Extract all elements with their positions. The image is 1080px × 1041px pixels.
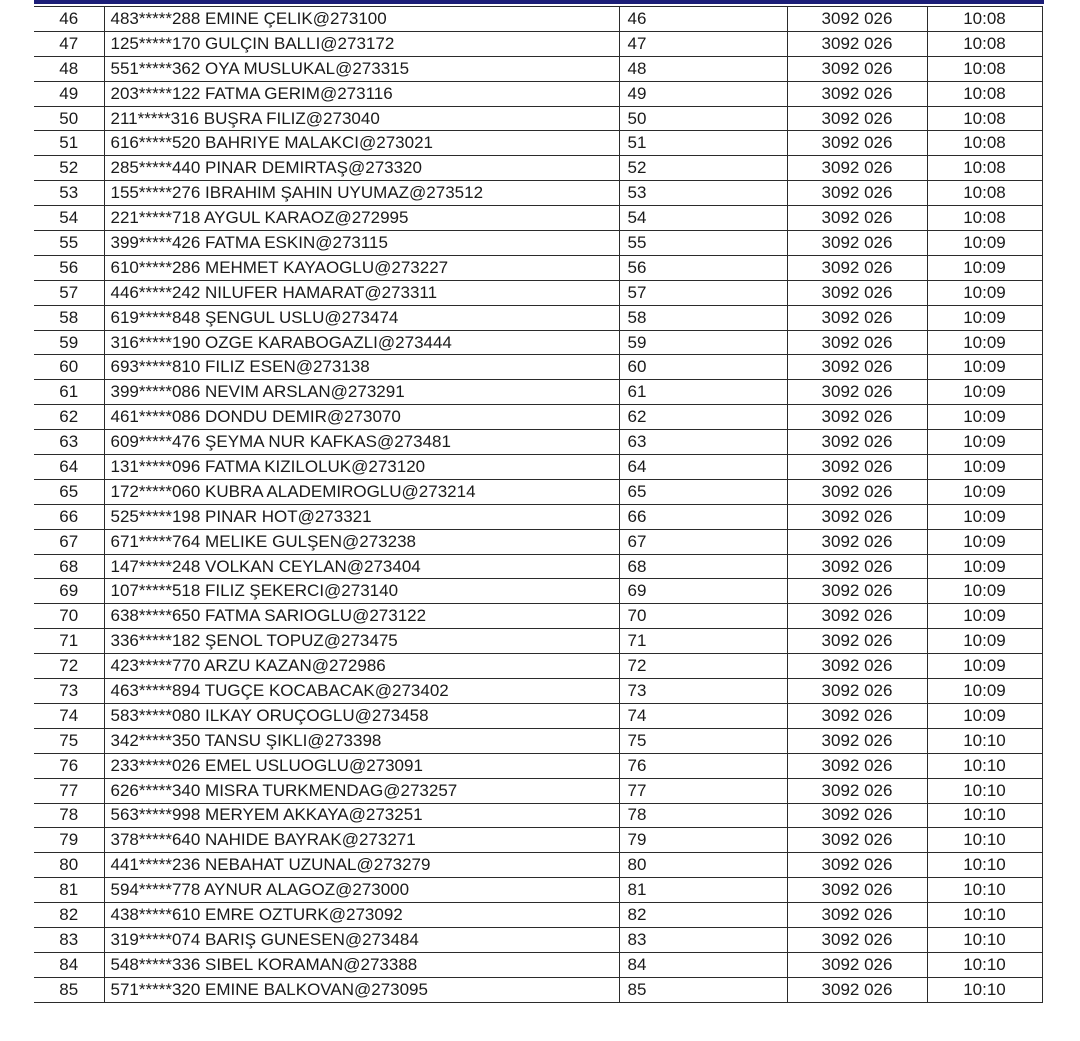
time-cell[interactable]: 10:10 <box>927 878 1042 903</box>
table-row <box>34 355 1042 380</box>
code-cell[interactable]: 3092 026 <box>787 255 927 280</box>
person-id-cell[interactable]: 399*****426 FATMA ESKIN@273115 <box>104 231 619 256</box>
row-number-cell[interactable]: 55 <box>34 231 104 256</box>
table-row <box>34 455 1042 480</box>
sequence-cell[interactable]: 71 <box>619 629 787 654</box>
row-number-cell[interactable]: 63 <box>34 430 104 455</box>
person-id-cell[interactable]: 125*****170 GULÇIN BALLI@273172 <box>104 31 619 56</box>
table-row <box>34 156 1042 181</box>
sequence-cell[interactable]: 84 <box>619 952 787 977</box>
sequence-cell[interactable]: 52 <box>619 156 787 181</box>
person-id-cell[interactable]: 211*****316 BUŞRA FILIZ@273040 <box>104 106 619 131</box>
sequence-cell[interactable]: 80 <box>619 853 787 878</box>
time-cell[interactable]: 10:10 <box>927 753 1042 778</box>
code-cell[interactable]: 3092 026 <box>787 56 927 81</box>
row-number-cell[interactable]: 52 <box>34 156 104 181</box>
code-cell[interactable]: 3092 026 <box>787 778 927 803</box>
time-cell[interactable]: 10:09 <box>927 529 1042 554</box>
time-cell[interactable]: 10:09 <box>927 255 1042 280</box>
person-id-cell[interactable]: 463*****894 TUGÇE KOCABACAK@273402 <box>104 679 619 704</box>
code-cell[interactable]: 3092 026 <box>787 355 927 380</box>
table-row <box>34 7 1042 32</box>
code-cell[interactable]: 3092 026 <box>787 604 927 629</box>
table-row <box>34 803 1042 828</box>
sequence-cell[interactable]: 65 <box>619 479 787 504</box>
code-cell[interactable]: 3092 026 <box>787 206 927 231</box>
row-number-cell[interactable]: 51 <box>34 131 104 156</box>
time-cell[interactable]: 10:08 <box>927 31 1042 56</box>
row-number-cell[interactable]: 83 <box>34 927 104 952</box>
time-cell[interactable]: 10:10 <box>927 977 1042 1002</box>
sequence-cell[interactable]: 70 <box>619 604 787 629</box>
sequence-cell[interactable]: 74 <box>619 703 787 728</box>
sequence-cell[interactable]: 64 <box>619 455 787 480</box>
sequence-cell[interactable]: 59 <box>619 330 787 355</box>
person-id-cell[interactable]: 172*****060 KUBRA ALADEMIROGLU@273214 <box>104 479 619 504</box>
sheet-header-bar <box>34 0 1044 4</box>
row-number-cell[interactable]: 50 <box>34 106 104 131</box>
person-id-cell[interactable]: 551*****362 OYA MUSLUKAL@273315 <box>104 56 619 81</box>
time-cell[interactable]: 10:09 <box>927 504 1042 529</box>
code-cell[interactable]: 3092 026 <box>787 305 927 330</box>
person-id-cell[interactable]: 693*****810 FILIZ ESEN@273138 <box>104 355 619 380</box>
code-cell[interactable]: 3092 026 <box>787 131 927 156</box>
table-row <box>34 255 1042 280</box>
person-id-cell[interactable]: 671*****764 MELIKE GULŞEN@273238 <box>104 529 619 554</box>
person-id-cell[interactable]: 438*****610 EMRE OZTURK@273092 <box>104 903 619 928</box>
row-number-cell[interactable]: 69 <box>34 579 104 604</box>
table-row <box>34 728 1042 753</box>
sequence-cell[interactable]: 58 <box>619 305 787 330</box>
table-row <box>34 380 1042 405</box>
sequence-cell[interactable]: 61 <box>619 380 787 405</box>
time-cell[interactable]: 10:10 <box>927 828 1042 853</box>
person-id-cell[interactable]: 233*****026 EMEL USLUOGLU@273091 <box>104 753 619 778</box>
time-cell[interactable]: 10:10 <box>927 728 1042 753</box>
person-id-cell[interactable]: 107*****518 FILIZ ŞEKERCI@273140 <box>104 579 619 604</box>
time-cell[interactable]: 10:10 <box>927 903 1042 928</box>
sequence-cell[interactable]: 63 <box>619 430 787 455</box>
table-row <box>34 206 1042 231</box>
table-row <box>34 952 1042 977</box>
person-id-cell[interactable]: 399*****086 NEVIM ARSLAN@273291 <box>104 380 619 405</box>
sequence-cell[interactable]: 69 <box>619 579 787 604</box>
person-id-cell[interactable]: 563*****998 MERYEM AKKAYA@273251 <box>104 803 619 828</box>
row-number-cell[interactable]: 64 <box>34 455 104 480</box>
row-number-cell[interactable]: 76 <box>34 753 104 778</box>
table-row <box>34 828 1042 853</box>
code-cell[interactable]: 3092 026 <box>787 430 927 455</box>
row-number-cell[interactable]: 66 <box>34 504 104 529</box>
person-id-cell[interactable]: 616*****520 BAHRIYE MALAKCI@273021 <box>104 131 619 156</box>
sequence-cell[interactable]: 67 <box>619 529 787 554</box>
code-cell[interactable]: 3092 026 <box>787 106 927 131</box>
row-number-cell[interactable]: 60 <box>34 355 104 380</box>
code-cell[interactable]: 3092 026 <box>787 81 927 106</box>
person-id-cell[interactable]: 483*****288 EMINE ÇELIK@273100 <box>104 7 619 32</box>
row-number-cell[interactable]: 71 <box>34 629 104 654</box>
row-number-cell[interactable]: 53 <box>34 181 104 206</box>
code-cell[interactable]: 3092 026 <box>787 803 927 828</box>
row-number-cell[interactable]: 79 <box>34 828 104 853</box>
table-row <box>34 629 1042 654</box>
person-id-cell[interactable]: 638*****650 FATMA SARIOGLU@273122 <box>104 604 619 629</box>
time-cell[interactable]: 10:09 <box>927 629 1042 654</box>
row-number-cell[interactable]: 78 <box>34 803 104 828</box>
sequence-cell[interactable]: 82 <box>619 903 787 928</box>
person-id-cell[interactable]: 155*****276 IBRAHIM ŞAHIN UYUMAZ@273512 <box>104 181 619 206</box>
row-number-cell[interactable]: 49 <box>34 81 104 106</box>
sequence-cell[interactable]: 83 <box>619 927 787 952</box>
code-cell[interactable]: 3092 026 <box>787 703 927 728</box>
table-row <box>34 56 1042 81</box>
time-cell[interactable]: 10:08 <box>927 206 1042 231</box>
row-number-cell[interactable]: 74 <box>34 703 104 728</box>
time-cell[interactable]: 10:08 <box>927 56 1042 81</box>
code-cell[interactable]: 3092 026 <box>787 7 927 32</box>
sequence-cell[interactable]: 81 <box>619 878 787 903</box>
row-number-cell[interactable]: 70 <box>34 604 104 629</box>
row-number-cell[interactable]: 75 <box>34 728 104 753</box>
table-row <box>34 330 1042 355</box>
person-id-cell[interactable]: 423*****770 ARZU KAZAN@272986 <box>104 654 619 679</box>
time-cell[interactable]: 10:10 <box>927 927 1042 952</box>
time-cell[interactable]: 10:08 <box>927 156 1042 181</box>
row-number-cell[interactable]: 68 <box>34 554 104 579</box>
row-number-cell[interactable]: 72 <box>34 654 104 679</box>
time-cell[interactable]: 10:09 <box>927 604 1042 629</box>
sequence-cell[interactable]: 50 <box>619 106 787 131</box>
code-cell[interactable]: 3092 026 <box>787 231 927 256</box>
sequence-cell[interactable]: 60 <box>619 355 787 380</box>
table-row <box>34 977 1042 1002</box>
time-cell[interactable]: 10:08 <box>927 131 1042 156</box>
table-row <box>34 529 1042 554</box>
code-cell[interactable]: 3092 026 <box>787 31 927 56</box>
time-cell[interactable]: 10:10 <box>927 853 1042 878</box>
code-cell[interactable]: 3092 026 <box>787 405 927 430</box>
time-cell[interactable]: 10:10 <box>927 952 1042 977</box>
sequence-cell[interactable]: 57 <box>619 280 787 305</box>
code-cell[interactable]: 3092 026 <box>787 330 927 355</box>
table-row <box>34 778 1042 803</box>
table-row <box>34 579 1042 604</box>
time-cell[interactable]: 10:08 <box>927 106 1042 131</box>
person-id-cell[interactable]: 203*****122 FATMA GERIM@273116 <box>104 81 619 106</box>
table-body <box>34 7 1042 1003</box>
person-id-cell[interactable]: 378*****640 NAHIDE BAYRAK@273271 <box>104 828 619 853</box>
person-id-cell[interactable]: 336*****182 ŞENOL TOPUZ@273475 <box>104 629 619 654</box>
table-row <box>34 504 1042 529</box>
sequence-cell[interactable]: 56 <box>619 255 787 280</box>
row-number-cell[interactable]: 61 <box>34 380 104 405</box>
table-row <box>34 604 1042 629</box>
sequence-cell[interactable]: 66 <box>619 504 787 529</box>
time-cell[interactable]: 10:08 <box>927 7 1042 32</box>
time-cell[interactable]: 10:08 <box>927 81 1042 106</box>
sequence-cell[interactable]: 47 <box>619 31 787 56</box>
sequence-cell[interactable]: 72 <box>619 654 787 679</box>
sequence-cell[interactable]: 85 <box>619 977 787 1002</box>
table-row <box>34 231 1042 256</box>
code-cell[interactable]: 3092 026 <box>787 878 927 903</box>
sequence-cell[interactable]: 55 <box>619 231 787 256</box>
code-cell[interactable]: 3092 026 <box>787 679 927 704</box>
row-number-cell[interactable]: 56 <box>34 255 104 280</box>
row-number-cell[interactable]: 73 <box>34 679 104 704</box>
row-number-cell[interactable]: 54 <box>34 206 104 231</box>
time-cell[interactable]: 10:09 <box>927 654 1042 679</box>
row-number-cell[interactable]: 84 <box>34 952 104 977</box>
person-id-cell[interactable]: 446*****242 NILUFER HAMARAT@273311 <box>104 280 619 305</box>
code-cell[interactable]: 3092 026 <box>787 554 927 579</box>
person-id-cell[interactable]: 609*****476 ŞEYMA NUR KAFKAS@273481 <box>104 430 619 455</box>
row-number-cell[interactable]: 82 <box>34 903 104 928</box>
person-id-cell[interactable]: 316*****190 OZGE KARABOGAZLI@273444 <box>104 330 619 355</box>
person-id-cell[interactable]: 525*****198 PINAR HOT@273321 <box>104 504 619 529</box>
time-cell[interactable]: 10:09 <box>927 679 1042 704</box>
row-number-cell[interactable]: 47 <box>34 31 104 56</box>
code-cell[interactable]: 3092 026 <box>787 952 927 977</box>
time-cell[interactable]: 10:09 <box>927 455 1042 480</box>
table-row <box>34 554 1042 579</box>
time-cell[interactable]: 10:09 <box>927 380 1042 405</box>
table-row <box>34 305 1042 330</box>
time-cell[interactable]: 10:09 <box>927 355 1042 380</box>
code-cell[interactable]: 3092 026 <box>787 977 927 1002</box>
row-number-cell[interactable]: 81 <box>34 878 104 903</box>
code-cell[interactable]: 3092 026 <box>787 579 927 604</box>
person-id-cell[interactable]: 548*****336 SIBEL KORAMAN@273388 <box>104 952 619 977</box>
code-cell[interactable]: 3092 026 <box>787 654 927 679</box>
code-cell[interactable]: 3092 026 <box>787 728 927 753</box>
person-id-cell[interactable]: 131*****096 FATMA KIZILOLUK@273120 <box>104 455 619 480</box>
person-id-cell[interactable]: 441*****236 NEBAHAT UZUNAL@273279 <box>104 853 619 878</box>
time-cell[interactable]: 10:08 <box>927 181 1042 206</box>
code-cell[interactable]: 3092 026 <box>787 828 927 853</box>
row-number-cell[interactable]: 77 <box>34 778 104 803</box>
time-cell[interactable]: 10:09 <box>927 554 1042 579</box>
row-number-cell[interactable]: 58 <box>34 305 104 330</box>
sequence-cell[interactable]: 49 <box>619 81 787 106</box>
table-row <box>34 903 1042 928</box>
table-row <box>34 131 1042 156</box>
row-number-cell[interactable]: 67 <box>34 529 104 554</box>
table-row <box>34 430 1042 455</box>
sequence-cell[interactable]: 48 <box>619 56 787 81</box>
sequence-cell[interactable]: 46 <box>619 7 787 32</box>
table-row <box>34 703 1042 728</box>
row-number-cell[interactable]: 57 <box>34 280 104 305</box>
sequence-cell[interactable]: 51 <box>619 131 787 156</box>
row-number-cell[interactable]: 46 <box>34 7 104 32</box>
sequence-cell[interactable]: 62 <box>619 405 787 430</box>
person-id-cell[interactable]: 594*****778 AYNUR ALAGOZ@273000 <box>104 878 619 903</box>
time-cell[interactable]: 10:10 <box>927 803 1042 828</box>
time-cell[interactable]: 10:09 <box>927 430 1042 455</box>
row-number-cell[interactable]: 59 <box>34 330 104 355</box>
sequence-cell[interactable]: 75 <box>619 728 787 753</box>
table-row <box>34 853 1042 878</box>
row-number-cell[interactable]: 85 <box>34 977 104 1002</box>
table-row <box>34 31 1042 56</box>
table-row <box>34 654 1042 679</box>
code-cell[interactable]: 3092 026 <box>787 529 927 554</box>
time-cell[interactable]: 10:09 <box>927 579 1042 604</box>
person-id-cell[interactable]: 319*****074 BARIŞ GUNESEN@273484 <box>104 927 619 952</box>
sequence-cell[interactable]: 76 <box>619 753 787 778</box>
table-row <box>34 181 1042 206</box>
row-number-cell[interactable]: 48 <box>34 56 104 81</box>
row-number-cell[interactable]: 62 <box>34 405 104 430</box>
sequence-cell[interactable]: 77 <box>619 778 787 803</box>
person-id-cell[interactable]: 583*****080 ILKAY ORUÇOGLU@273458 <box>104 703 619 728</box>
time-cell[interactable]: 10:09 <box>927 479 1042 504</box>
person-id-cell[interactable]: 610*****286 MEHMET KAYAOGLU@273227 <box>104 255 619 280</box>
table-row <box>34 81 1042 106</box>
person-id-cell[interactable]: 626*****340 MISRA TURKMENDAG@273257 <box>104 778 619 803</box>
code-cell[interactable]: 3092 026 <box>787 753 927 778</box>
code-cell[interactable]: 3092 026 <box>787 280 927 305</box>
table-row <box>34 927 1042 952</box>
code-cell[interactable]: 3092 026 <box>787 455 927 480</box>
sequence-cell[interactable]: 54 <box>619 206 787 231</box>
code-cell[interactable]: 3092 026 <box>787 629 927 654</box>
time-cell[interactable]: 10:09 <box>927 330 1042 355</box>
person-id-cell[interactable]: 571*****320 EMINE BALKOVAN@273095 <box>104 977 619 1002</box>
time-cell[interactable]: 10:09 <box>927 305 1042 330</box>
table-row <box>34 679 1042 704</box>
sequence-cell[interactable]: 53 <box>619 181 787 206</box>
person-id-cell[interactable]: 221*****718 AYGUL KARAOZ@272995 <box>104 206 619 231</box>
code-cell[interactable]: 3092 026 <box>787 380 927 405</box>
sequence-cell[interactable]: 68 <box>619 554 787 579</box>
row-number-cell[interactable]: 80 <box>34 853 104 878</box>
time-cell[interactable]: 10:10 <box>927 778 1042 803</box>
code-cell[interactable]: 3092 026 <box>787 504 927 529</box>
code-cell[interactable]: 3092 026 <box>787 853 927 878</box>
table-row <box>34 878 1042 903</box>
person-id-cell[interactable]: 147*****248 VOLKAN CEYLAN@273404 <box>104 554 619 579</box>
code-cell[interactable]: 3092 026 <box>787 156 927 181</box>
time-cell[interactable]: 10:09 <box>927 703 1042 728</box>
table-row <box>34 280 1042 305</box>
time-cell[interactable]: 10:09 <box>927 405 1042 430</box>
table-row <box>34 405 1042 430</box>
code-cell[interactable]: 3092 026 <box>787 181 927 206</box>
person-id-cell[interactable]: 619*****848 ŞENGUL USLU@273474 <box>104 305 619 330</box>
time-cell[interactable]: 10:09 <box>927 280 1042 305</box>
spreadsheet-table <box>34 6 1043 1003</box>
table-row <box>34 753 1042 778</box>
sequence-cell[interactable]: 79 <box>619 828 787 853</box>
sequence-cell[interactable]: 73 <box>619 679 787 704</box>
row-number-cell[interactable]: 65 <box>34 479 104 504</box>
person-id-cell[interactable]: 461*****086 DONDU DEMIR@273070 <box>104 405 619 430</box>
time-cell[interactable]: 10:09 <box>927 231 1042 256</box>
person-id-cell[interactable]: 342*****350 TANSU ŞIKLI@273398 <box>104 728 619 753</box>
table-row <box>34 479 1042 504</box>
person-id-cell[interactable]: 285*****440 PINAR DEMIRTAŞ@273320 <box>104 156 619 181</box>
sequence-cell[interactable]: 78 <box>619 803 787 828</box>
code-cell[interactable]: 3092 026 <box>787 903 927 928</box>
table-row <box>34 106 1042 131</box>
code-cell[interactable]: 3092 026 <box>787 927 927 952</box>
code-cell[interactable]: 3092 026 <box>787 479 927 504</box>
